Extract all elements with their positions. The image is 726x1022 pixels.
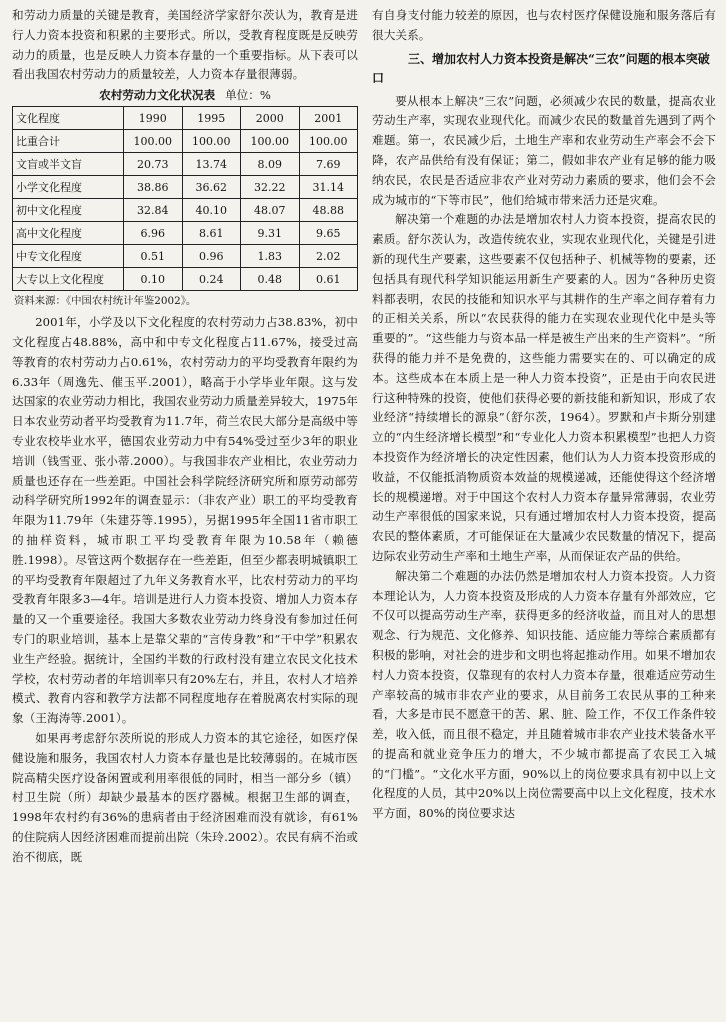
table-cell: 100.00 [241,130,300,153]
table-cell: 32.84 [124,199,183,222]
table-cell: 0.61 [299,268,358,291]
row-label: 高中文化程度 [13,222,124,245]
table-title [12,86,358,105]
header-label: 文化程度 [13,107,124,130]
table-cell: 9.31 [241,222,300,245]
table-cell: 100.00 [299,130,358,153]
table-row [13,222,358,245]
body-paragraph: 要从根本上解决“三农”问题，必须减少农民的数量，提高农业劳动生产率，实现农业现代化。而减少农民的数量首先遇到了两个难题。第一，农民减少后，土地生产率和农业劳动生产率会不会下降，农产品供给有没有保证；第二，假如非农产业有足够的能力吸纳农民，农民是否适应非农产业对劳动力素质的要求，他们会不会成为城市的“下等市民”，他们给城市带来活力还是灾难。 [372,93,716,207]
table-cell: 40.10 [182,199,241,222]
header-year: 1990 [124,107,183,130]
row-label: 大专以上文化程度 [13,268,124,291]
table-row [13,153,358,176]
section-heading: 三、增加农村人力资本投资是解决“三农”问题的根本突破口 [372,51,710,86]
table-cell: 32.22 [241,176,300,199]
table-cell: 8.61 [182,222,241,245]
body-paragraph: 2001年，小学及以下文化程度的农村劳动力占38.83%，初中文化程度占48.88%，高中和中专文化程度占11.67%，接受过高等教育的农村劳动力占0.61%，农村劳动力的平均受教育年限约为6.33年（周逸先、催玉平.2001），略高于小学毕业年限。这与发达国家的农业劳动力相比，我国农业劳动力质量差异较大，1975年日本农业劳动者平均受教育为11.7年，荷兰农民大部分是高级中等专业农校毕业水平，德国农业劳动力中有54%受过至少3年的职业培训（钱雪亚、张小蒂.2000）。与我国非农产业相比，农业劳动力质量也还存在一些差距。中国社会科学院经济研究所和原劳动部劳动科学研究所1992年的调查显示：（非农产业）职工的平均受教育年限为11.79年（朱建芬等.1995），另据1995年全国11省市职工的抽样资料，城市职工平均受教育年限为10.58年（赖德胜.1998）。尽管这两个数据存在一些差距，但至少都表明城镇职工的平均受教育年限超过了九年义务教育水平，比农村劳动力的平均受教育年限多3—4年。培训是进行人力资本投资、增加人力资本存量的又一个重要途径。我国大多数农业劳动力终身没有参加过任何专门的职业培训，基本上是靠父辈的“言传身教”和“干中学”积累农业生产经验。据统计，全国约半数的行政村没有建立农民文化技术学校，农村劳动者的年培训率只有20%左右，并且，农村人才培养模式、教育内容和教学方法都不同程度地存在着脱离农村实际的现象（王海涛等.2001）。 [12,315,358,726]
row-label: 文盲或半文盲 [13,153,124,176]
table-row [13,176,358,199]
table-cell: 36.62 [182,176,241,199]
right-column [372,6,716,824]
table-cell: 0.48 [241,268,300,291]
intro-paragraph: 和劳动力质量的关键是教育，美国经济学家舒尔茨认为，教育是进行人力资本投资和积累的主要形式。所以，受教育程度既是反映劳动力的质量，也是反映人力资本存量的一个重要指标。从下表可以看出我国农村劳动力的质量较差，人力资本存量很薄弱。 [12,8,358,82]
row-label: 中专文化程度 [13,245,124,268]
continuation-paragraph: 有自身支付能力较差的原因，也与农村医疗保健设施和服务落后有很大关系。 [372,8,716,42]
table-row [13,245,358,268]
table-cell: 38.86 [124,176,183,199]
table-cell: 0.24 [182,268,241,291]
table-cell: 20.73 [124,153,183,176]
row-label: 比重合计 [13,130,124,153]
body-paragraph: 如果再考虑舒尔茨所说的形成人力资本的其它途径，如医疗保健设施和服务，我国农村人力资本存量也是比较薄弱的。在城市医院高精尖医疗设备闲置或利用率很低的同时，相当一部分乡（镇）村卫生院（所）却缺少最基本的医疗器械。根据卫生部的调查，1998年农村约有36%的患病者由于经济困难而没有就诊，有61%的住院病人因经济困难而提前出院（朱玲.2002）。农民有病不治或治不彻底，既 [12,730,358,864]
header-year: 1995 [182,107,241,130]
table-header-row [13,107,358,130]
row-label: 小学文化程度 [13,176,124,199]
table-unit: 单位：% [225,88,271,103]
table-cell: 8.09 [241,153,300,176]
table-cell: 0.96 [182,245,241,268]
table-title-text: 农村劳动力文化状况表 [99,88,216,103]
left-column [12,6,358,868]
table-cell: 0.10 [124,268,183,291]
body-paragraph: 解决第一个难题的办法是增加农村人力资本投资，提高农民的素质。舒尔茨认为，改造传统农业，实现农业现代化，关键是引进新的现代生产要素，这些要素不仅包括种子、机械等物的要素，还包括具有现代科学知识能运用新生产要素的人。因为“各种历史资料都表明，农民的技能和知识水平与其耕作的生产率之间存着有力的正相关关系，所以“农民获得的能力在实现农业现代化中是头等重要的”。“这些能力与资本品一样是被生产出来的生产资料”。“所获得的能力并不是免费的，这些能力需要实在的、可以确定的成本。这些成本在本质上是一种人力资本投资”，正是由于向农民进行这种特殊的投资，使他们获得必要的新技能和新知识，形成了农业经济“持续增长的源泉”（舒尔茨，1964）。罗默和卢卡斯分别建立的“内生经济增长模型”和“专业化人力资本积累模型”也把人力资本投资作为经济增长的决定性因素，他们认为人力资本投资形成的收益，不仅能抵消物质资本效益的规模递减，还能使得这个经济增长的规模递增。对于中国这个农村人力资本存量异常薄弱，农业劳动生产率很低的国家来说，只有通过增加农村人力资本投资，提高农民的整体素质，才可能保证在大量减少农民数量的情况下，提高边际农业劳动生产率和土地生产率，从而保证农产品的供给。 [372,212,716,563]
table-cell: 0.51 [124,245,183,268]
table-cell: 1.83 [241,245,300,268]
table-row [13,268,358,291]
table-cell: 48.88 [299,199,358,222]
table-cell: 48.07 [241,199,300,222]
table-cell: 2.02 [299,245,358,268]
table-cell: 6.96 [124,222,183,245]
table-cell: 9.65 [299,222,358,245]
table-row [13,199,358,222]
table-row [13,130,358,153]
table-cell: 100.00 [124,130,183,153]
table-cell: 31.14 [299,176,358,199]
education-table [12,106,358,291]
table-cell: 13.74 [182,153,241,176]
row-label: 初中文化程度 [13,199,124,222]
table-cell: 7.69 [299,153,358,176]
header-year: 2000 [241,107,300,130]
header-year: 2001 [299,107,358,130]
body-paragraph: 解决第二个难题的办法仍然是增加农村人力资本投资。人力资本理论认为，人力资本投资及形成的人力资本存量有外部效应，它不仅可以提高劳动生产率，获得更多的经济收益，而且对人的思想观念、行为规范、文化修养、知识技能、适应能力等综合素质都有积极的影响，对社会的进步和文明也将起推动作用。如果不增加农村人力资本投资，仅靠现有的农村人力资本存量，很难适应劳动生产率较高的城市非农产业的要求，从目前务工农民从事的工种来看，大多是市民不愿意干的苦、累、脏、险工作，不仅工作条件较差，收入低，而且很不稳定，并且随着城市非农产业技术装备水平的提高和就业竞争压力的增大，不少城市都提高了农民工入城的“门槛”。“文化水平方面，90%以上的岗位要求具有初中以上文化程度的人员，其中20%以上岗位需要高中以上文化程度，技术水平方面，80%的岗位要求达 [372,568,716,821]
table-source: 资料来源：《中国农村统计年鉴2002》。 [14,295,197,308]
table-cell: 100.00 [182,130,241,153]
